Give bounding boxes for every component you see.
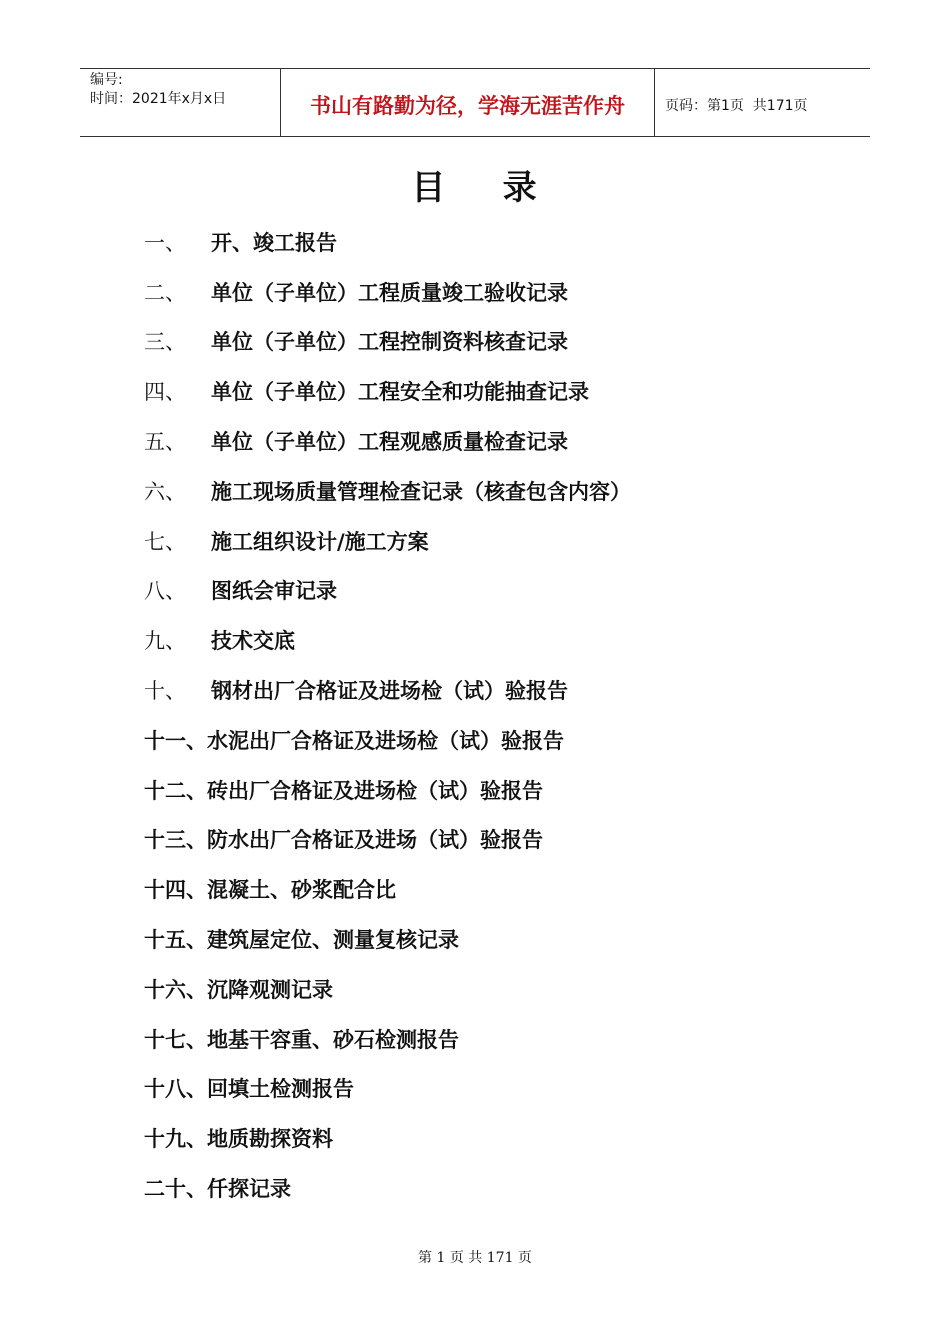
toc-item-number: 十三、 [144, 828, 207, 853]
toc-item [144, 1113, 844, 1163]
toc-item-number: 十八、 [144, 1077, 207, 1102]
page-info-text: 页码：第1页 共171页 [665, 97, 808, 114]
toc-item [144, 466, 844, 516]
toc-item-text: 开、竣工报告 [211, 230, 337, 255]
toc-item [144, 267, 844, 317]
toc-item-text: 建筑屋定位、测量复核记录 [207, 928, 459, 953]
header-page-info [655, 69, 870, 136]
page-footer: 第 1 页 共 171 页 [418, 1250, 532, 1266]
toc-item-text: 图纸会审记录 [211, 579, 337, 604]
toc-item [144, 1064, 844, 1114]
table-of-contents [144, 217, 844, 1213]
page-header [80, 68, 870, 137]
toc-item-text: 单位（子单位）工程控制资料核查记录 [211, 330, 568, 355]
toc-item [144, 765, 844, 815]
toc-item-text: 单位（子单位）工程安全和功能抽查记录 [211, 380, 589, 405]
toc-item [144, 665, 844, 715]
toc-item [144, 566, 844, 616]
toc-item [144, 516, 844, 566]
toc-item-text: 水泥出厂合格证及进场检（试）验报告 [207, 728, 564, 753]
toc-item-number: 十一、 [144, 728, 207, 753]
toc-item-number: 十、 [144, 679, 186, 704]
number-label: 编号: [90, 72, 123, 88]
toc-item-number: 七、 [144, 529, 186, 554]
toc-item-text: 仟探记录 [207, 1177, 291, 1202]
toc-item [144, 914, 844, 964]
toc-item [144, 864, 844, 914]
toc-item-number: 十二、 [144, 778, 207, 803]
toc-item-text: 砖出厂合格证及进场检（试）验报告 [207, 778, 543, 803]
toc-item-number: 十六、 [144, 977, 207, 1002]
toc-item-number: 五、 [144, 430, 186, 455]
toc-item [144, 815, 844, 865]
toc-item-text: 单位（子单位）工程质量竣工验收记录 [211, 280, 568, 305]
toc-item-text: 单位（子单位）工程观感质量检查记录 [211, 430, 568, 455]
toc-item [144, 715, 844, 765]
toc-item [144, 1163, 844, 1213]
toc-item [144, 1014, 844, 1064]
toc-item-text: 防水出厂合格证及进场（试）验报告 [207, 828, 543, 853]
toc-item-text: 地质勘探资料 [207, 1127, 333, 1152]
toc-item-number: 十四、 [144, 878, 207, 903]
toc-item-text: 混凝土、砂浆配合比 [207, 878, 396, 903]
toc-item-text: 施工现场质量管理检查记录（核查包含内容） [211, 479, 631, 504]
toc-item [144, 615, 844, 665]
toc-item-text: 钢材出厂合格证及进场检（试）验报告 [211, 679, 568, 704]
toc-item-number: 九、 [144, 629, 186, 654]
toc-item-number: 十九、 [144, 1127, 207, 1152]
toc-item-number: 十七、 [144, 1027, 207, 1052]
toc-item-number: 十五、 [144, 928, 207, 953]
toc-item-text: 施工组织设计/施工方案 [211, 529, 429, 554]
toc-item-number: 一、 [144, 230, 186, 255]
motto-text: 书山有路勤为径，学海无涯苦作舟 [310, 93, 625, 118]
toc-item-number: 二、 [144, 280, 186, 305]
toc-item-number: 四、 [144, 380, 186, 405]
toc-item-number: 六、 [144, 479, 186, 504]
header-meta [80, 69, 281, 136]
header-motto [281, 69, 655, 136]
toc-item-text: 技术交底 [211, 629, 295, 654]
toc-item-text: 回填土检测报告 [207, 1077, 354, 1102]
toc-item [144, 217, 844, 267]
page-title: 目 录 [411, 168, 539, 208]
toc-item-text: 沉降观测记录 [207, 977, 333, 1002]
toc-item [144, 964, 844, 1014]
date-label: 时间：2021年x月x日 [90, 91, 227, 107]
toc-item-number: 二十、 [144, 1177, 207, 1202]
toc-item [144, 317, 844, 367]
toc-item [144, 416, 844, 466]
toc-item [144, 366, 844, 416]
toc-item-number: 三、 [144, 330, 186, 355]
toc-item-number: 八、 [144, 579, 186, 604]
toc-item-text: 地基干容重、砂石检测报告 [207, 1027, 459, 1052]
